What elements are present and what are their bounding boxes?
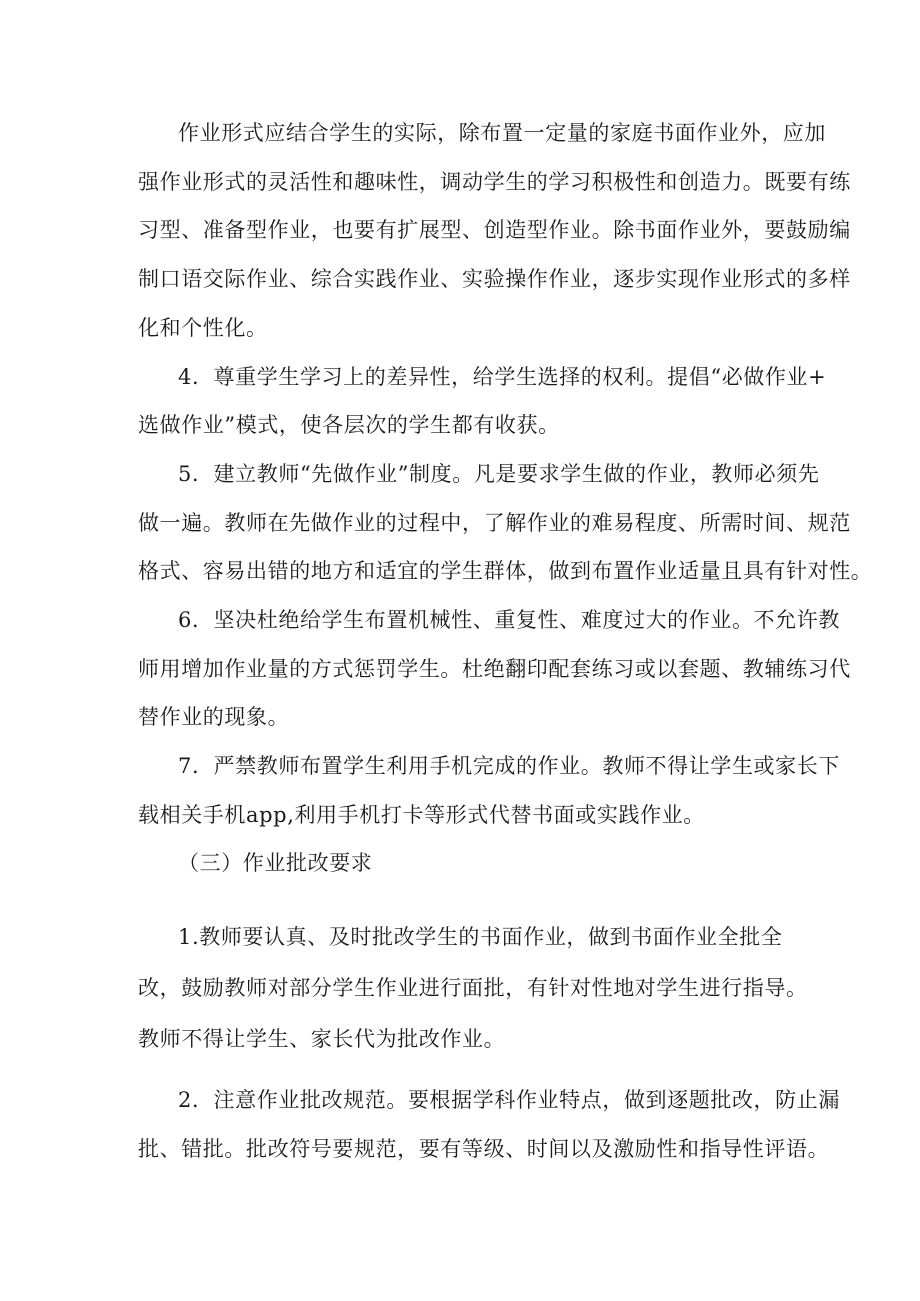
list-item-2-line: 批、错批。批改符号要规范，要有等级、时间以及激励性和指导性评语。 — [138, 1137, 830, 1161]
list-item-4-line: 选做作业”模式，使各层次的学生都有收获。 — [138, 413, 560, 437]
list-item-6-line: 师用增加作业量的方式惩罚学生。杜绝翻印配套练习或以套题、教辅练习代 — [138, 657, 851, 681]
paragraph-line: 制口语交际作业、综合实践作业、实验操作作业，逐步实现作业形式的多样 — [138, 267, 851, 291]
list-item-1-line: 改，鼓励教师对部分学生作业进行面批，有针对性地对学生进行指导。 — [138, 976, 808, 1000]
paragraph-line: 习型、准备型作业，也要有扩展型、创造型作业。除书面作业外，要鼓励编 — [138, 218, 851, 242]
paragraph-line: 强作业形式的灵活性和趣味性，调动学生的学习积极性和创造力。既要有练 — [138, 170, 851, 194]
list-item-5-line: 格式、容易出错的地方和适宜的学生群体，做到布置作业适量且具有针对性。 — [138, 559, 873, 583]
list-item-5-line: 做一遍。教师在先做作业的过程中，了解作业的难易程度、所需时间、规范 — [138, 511, 851, 535]
list-item-4-line: 4．尊重学生学习上的差异性，给学生选择的权利。提倡“必做作业+ — [178, 365, 827, 389]
list-item-6-line: 替作业的现象。 — [138, 705, 290, 729]
list-item-2-line: 2．注意作业批改规范。要根据学科作业特点，做到逐题批改，防止漏 — [178, 1088, 840, 1112]
list-item-1-line: 教师不得让学生、家长代为批改作业。 — [138, 1027, 506, 1051]
list-item-5-line: 5．建立教师“先做作业”制度。凡是要求学生做的作业，教师必须先 — [178, 462, 820, 486]
paragraph-line: 作业形式应结合学生的实际，除布置一定量的家庭书面作业外，应加 — [178, 121, 826, 145]
section-heading: （三）作业批改要求 — [178, 851, 373, 875]
list-item-7-line: 7．严禁教师布置学生利用手机完成的作业。教师不得让学生或家长下 — [178, 754, 840, 778]
list-item-1-line: 1.教师要认真、及时批改学生的书面作业，做到书面作业全批全 — [178, 925, 783, 949]
list-item-7-line: 载相关手机app,利用手机打卡等形式代替书面或实践作业。 — [138, 803, 705, 827]
list-item-6-line: 6．坚决杜绝给学生布置机械性、重复性、难度过大的作业。不允许教 — [178, 608, 840, 632]
paragraph-line: 化和个性化。 — [138, 316, 268, 340]
